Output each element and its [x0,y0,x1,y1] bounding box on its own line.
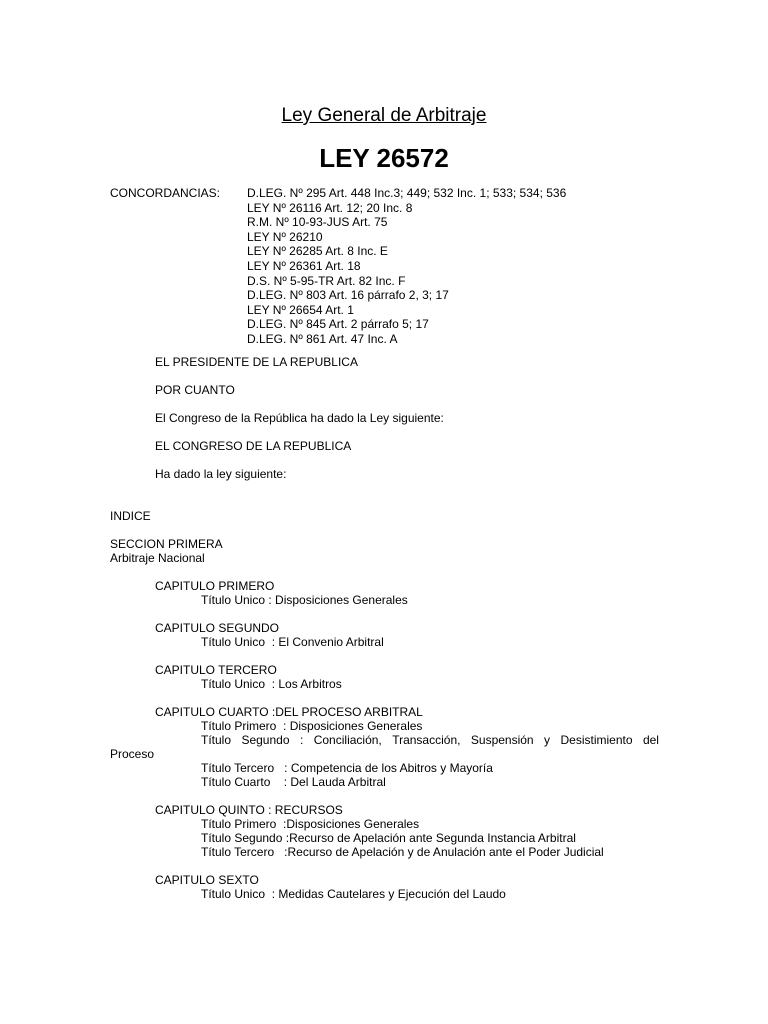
concordancia-item: D.LEG. Nº 845 Art. 2 párrafo 5; 17 [247,317,429,332]
titulo-word: Transacción, [392,733,461,747]
toc-entry [201,845,604,859]
titulo-text: :Recurso de Apelación y de Anulación ante el Poder Judicial [284,845,604,859]
toc-entry [201,719,422,733]
titulo-label: Título Unico [201,593,266,607]
congreso-heading: EL CONGRESO DE LA REPUBLICA [155,439,352,453]
concordancia-item: LEY Nº 26210 [247,229,323,244]
concordancias-list [247,186,566,347]
indice-heading: INDICE [110,509,151,523]
titulo-text: : Del Lauda Arbitral [283,775,386,789]
titulo-label: Título Tercero [201,845,275,859]
titulo-label: Título Primero [201,817,277,831]
titulo-label: Título Tercero [201,761,275,775]
titulo-word: del [642,733,659,747]
titulo-label: Título Unico [201,635,266,649]
por-cuanto-heading: POR CUANTO [155,383,235,397]
presidente-heading: EL PRESIDENTE DE LA REPUBLICA [155,355,358,369]
congreso-dado-text: El Congreso de la República ha dado la Ley siguiente: [155,411,444,425]
titulo-word: Título [201,733,232,747]
titulo-label: Título Unico [201,677,266,691]
concordancia-item: D.LEG. Nº 861 Art. 47 Inc. A [247,331,398,346]
concordancia-item: LEY Nº 26285 Art. 8 Inc. E [247,244,388,259]
toc-entry [201,817,419,831]
titulo-word: Desistimiento [560,733,633,747]
concordancias-label: CONCORDANCIAS: [110,186,221,200]
toc-entry [201,775,386,789]
titulo-text: : Disposiciones Generales [268,593,408,607]
law-subtitle: Ley General de Arbitraje [281,105,487,126]
titulo-word: : [299,733,304,747]
ha-dado-text: Ha dado la ley siguiente: [155,467,287,481]
capitulo-cuarto-heading: CAPITULO CUARTO :DEL PROCESO ARBITRAL [155,705,423,719]
capitulo-primero-heading: CAPITULO PRIMERO [155,579,275,593]
titulo-word: y [544,733,551,747]
concordancia-item: LEY Nº 26116 Art. 12; 20 Inc. 8 [247,200,413,215]
titulo-text: :Disposiciones Generales [283,817,420,831]
capitulo-quinto-heading: CAPITULO QUINTO : RECURSOS [155,803,343,817]
titulo-text: : Los Arbitros [271,677,342,691]
toc-entry [201,761,493,775]
titulo-text: : Competencia de los Abitros y Mayoría [284,761,493,775]
toc-entry [201,635,384,649]
titulo-label: Título Primero [201,719,277,733]
concordancia-item: LEY Nº 26654 Art. 1 [247,302,354,317]
titulo-label: Título Unico [201,887,266,901]
titulo-word: Suspensión [470,733,534,747]
toc-entry [201,677,342,691]
toc-entry [201,593,408,607]
law-title: LEY 26572 [319,143,449,173]
concordancia-item: D.LEG. Nº 295 Art. 448 Inc.3; 449; 532 Inc. 1; 533; 534; 536 [247,186,567,200]
capitulo-segundo-heading: CAPITULO SEGUNDO [155,621,280,635]
titulo-text: : Disposiciones Generales [283,719,423,733]
concordancia-item: D.LEG. Nº 803 Art. 16 párrafo 2, 3; 17 [247,288,449,303]
titulo-text: :Recurso de Apelación ante Segunda Instancia Arbitral [285,831,576,845]
titulo-text: : Medidas Cautelares y Ejecución del Laudo [271,887,506,901]
seccion-heading: SECCION PRIMERA [110,537,223,551]
titulo-word: Segundo [241,733,290,747]
toc-entry-justified [201,733,659,747]
concordancia-item: LEY Nº 26361 Art. 18 [247,258,361,273]
titulo-label: Título Cuarto [201,775,271,789]
titulo-word: Conciliación, [313,733,382,747]
titulo-text: : El Convenio Arbitral [271,635,384,649]
toc-entry [201,831,576,845]
toc-entry-continuation: Proceso [110,747,155,761]
capitulo-sexto-heading: CAPITULO SEXTO [155,873,259,887]
seccion-subtitle: Arbitraje Nacional [110,551,205,565]
capitulo-tercero-heading: CAPITULO TERCERO [155,663,277,677]
concordancia-item: D.S. Nº 5-95-TR Art. 82 Inc. F [247,273,406,288]
titulo-label: Título Segundo [201,831,283,845]
concordancia-item: R.M. Nº 10-93-JUS Art. 75 [247,215,388,230]
toc-entry [201,887,506,901]
